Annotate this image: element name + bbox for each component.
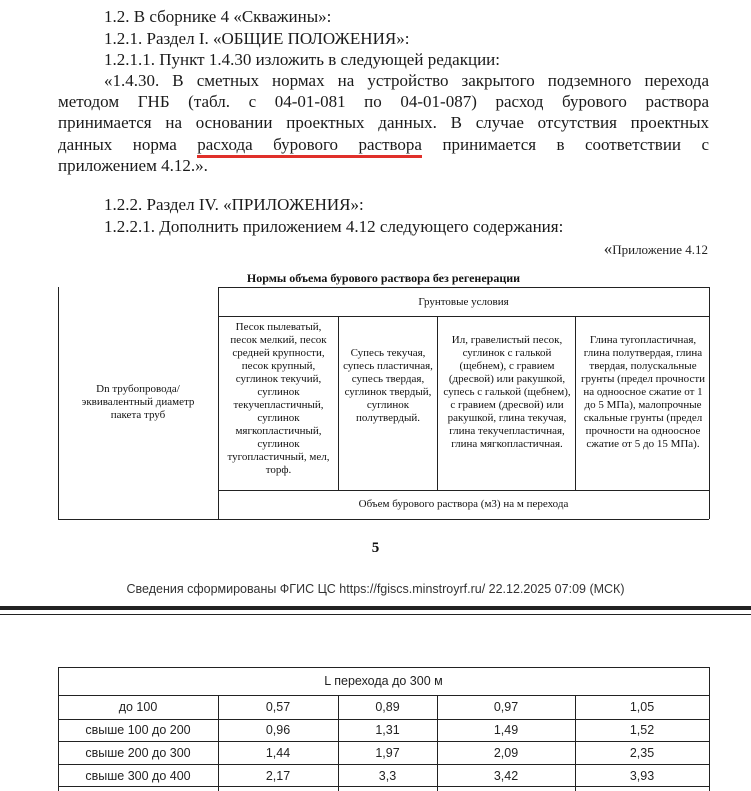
group-header-soil: Грунтовые условия [418, 296, 509, 308]
value-cell: 0,89 [375, 700, 400, 714]
value-cell: 1,31 [375, 723, 400, 737]
red-underlined-phrase: расхода бурового раствора [197, 135, 422, 158]
value-cell: 3,3 [378, 769, 397, 783]
volume-caption: Объем бурового раствора (м3) на м перехода [358, 498, 569, 510]
value-cell: 1,97 [375, 746, 400, 760]
norms-table-title: Нормы объема бурового раствора без регенерации [246, 271, 521, 285]
row-label: до 100 [118, 700, 158, 714]
clause-1-2-1: 1.2.1. Раздел I. «ОБЩИЕ ПОЛОЖЕНИЯ»: [104, 29, 410, 48]
annex-quote: « [603, 239, 613, 258]
page-separator-thick [0, 606, 751, 610]
row-header-diameter: Dn трубопровода/ эквивалентный диаметр пакета труб [81, 383, 195, 421]
page-number: 5 [371, 540, 380, 556]
column-silt-gravel: Ил, гравелистый песок, суглинок с галькой (щебнем), с гравием (дресвой) или ракушкой, супесь с галькой (щебнем), с гравием (дресвой) или ракушкой, глина текучая, глина текучепластичная, глина мягкопластичная. [443, 334, 571, 450]
paragraph-line-1: «1.4.30. В сметных нормах на устройство закрытого подземного перехода [104, 71, 709, 90]
value-cell: 0,97 [493, 700, 519, 714]
value-cell: 2,35 [629, 746, 655, 760]
page-separator-thin [0, 614, 751, 615]
value-cell: 1,49 [493, 723, 519, 737]
row-label: свыше 300 до 400 [85, 769, 191, 783]
value-cell: 2,17 [265, 769, 291, 783]
paragraph-line-2: методом ГНБ (табл. с 04-01-081 по 04-01-087) расход бурового раствора [58, 92, 709, 111]
clause-1-2-1-1: 1.2.1.1. Пункт 1.4.30 изложить в следующей редакции: [104, 50, 500, 69]
annex-label [604, 239, 708, 259]
clause-1-2: 1.2. В сборнике 4 «Скважины»: [104, 7, 332, 26]
row-label: свыше 100 до 200 [85, 723, 191, 737]
value-cell: 0,96 [265, 723, 291, 737]
value-cell: 3,42 [493, 769, 519, 783]
column-loam: Супесь текучая, супесь пластичная, супесь твердая, суглинок твердый, суглинок полутвердый. [343, 347, 433, 424]
paragraph-line-5: приложением 4.12.». [58, 156, 208, 175]
clause-1-2-2: 1.2.2. Раздел IV. «ПРИЛОЖЕНИЯ»: [104, 195, 364, 214]
paragraph-line-4-end: принимается в соответствии с [442, 135, 710, 154]
values-table-header: L перехода до 300 м [324, 674, 443, 688]
clause-1-2-2-1: 1.2.2.1. Дополнить приложением 4.12 следующего содержания: [104, 217, 564, 236]
column-clay-rock: Глина тугопластичная, глина полутвердая, глина твердая, полускальные грунты (предел прочности на одноосное сжатие от 1 до 5 МПа), малопрочные скальные грунты (предел прочности на одноосное сжатие от 5 до 15 МПа). [580, 334, 706, 450]
footer-source: Сведения сформированы ФГИС ЦС https://fgiscs.minstroyrf.ru/ 22.12.2025 07:09 (МСК) [126, 582, 625, 596]
paragraph-line-4 [58, 134, 709, 156]
row-label: свыше 200 до 300 [85, 746, 191, 760]
value-cell: 1,05 [629, 700, 655, 714]
paragraph-line-3: принимается на основании проектных данных. В случае отсутствия проектных [58, 113, 709, 132]
value-cell: 0,57 [265, 700, 291, 714]
column-sand: Песок пылеватый, песок мелкий, песок средней крупности, песок крупный, суглинок текучий, суглинок текучепластичный, суглинок мягкопластичный, суглинок тугопластичный, мел, торф. [227, 321, 330, 476]
annex-label-text: Приложение 4.12 [612, 242, 708, 257]
value-cell: 2,09 [493, 746, 519, 760]
paragraph-line-4-start: данных норма [58, 135, 177, 154]
value-cell: 3,93 [629, 769, 655, 783]
value-cell: 1,52 [629, 723, 655, 737]
value-cell: 1,44 [265, 746, 291, 760]
